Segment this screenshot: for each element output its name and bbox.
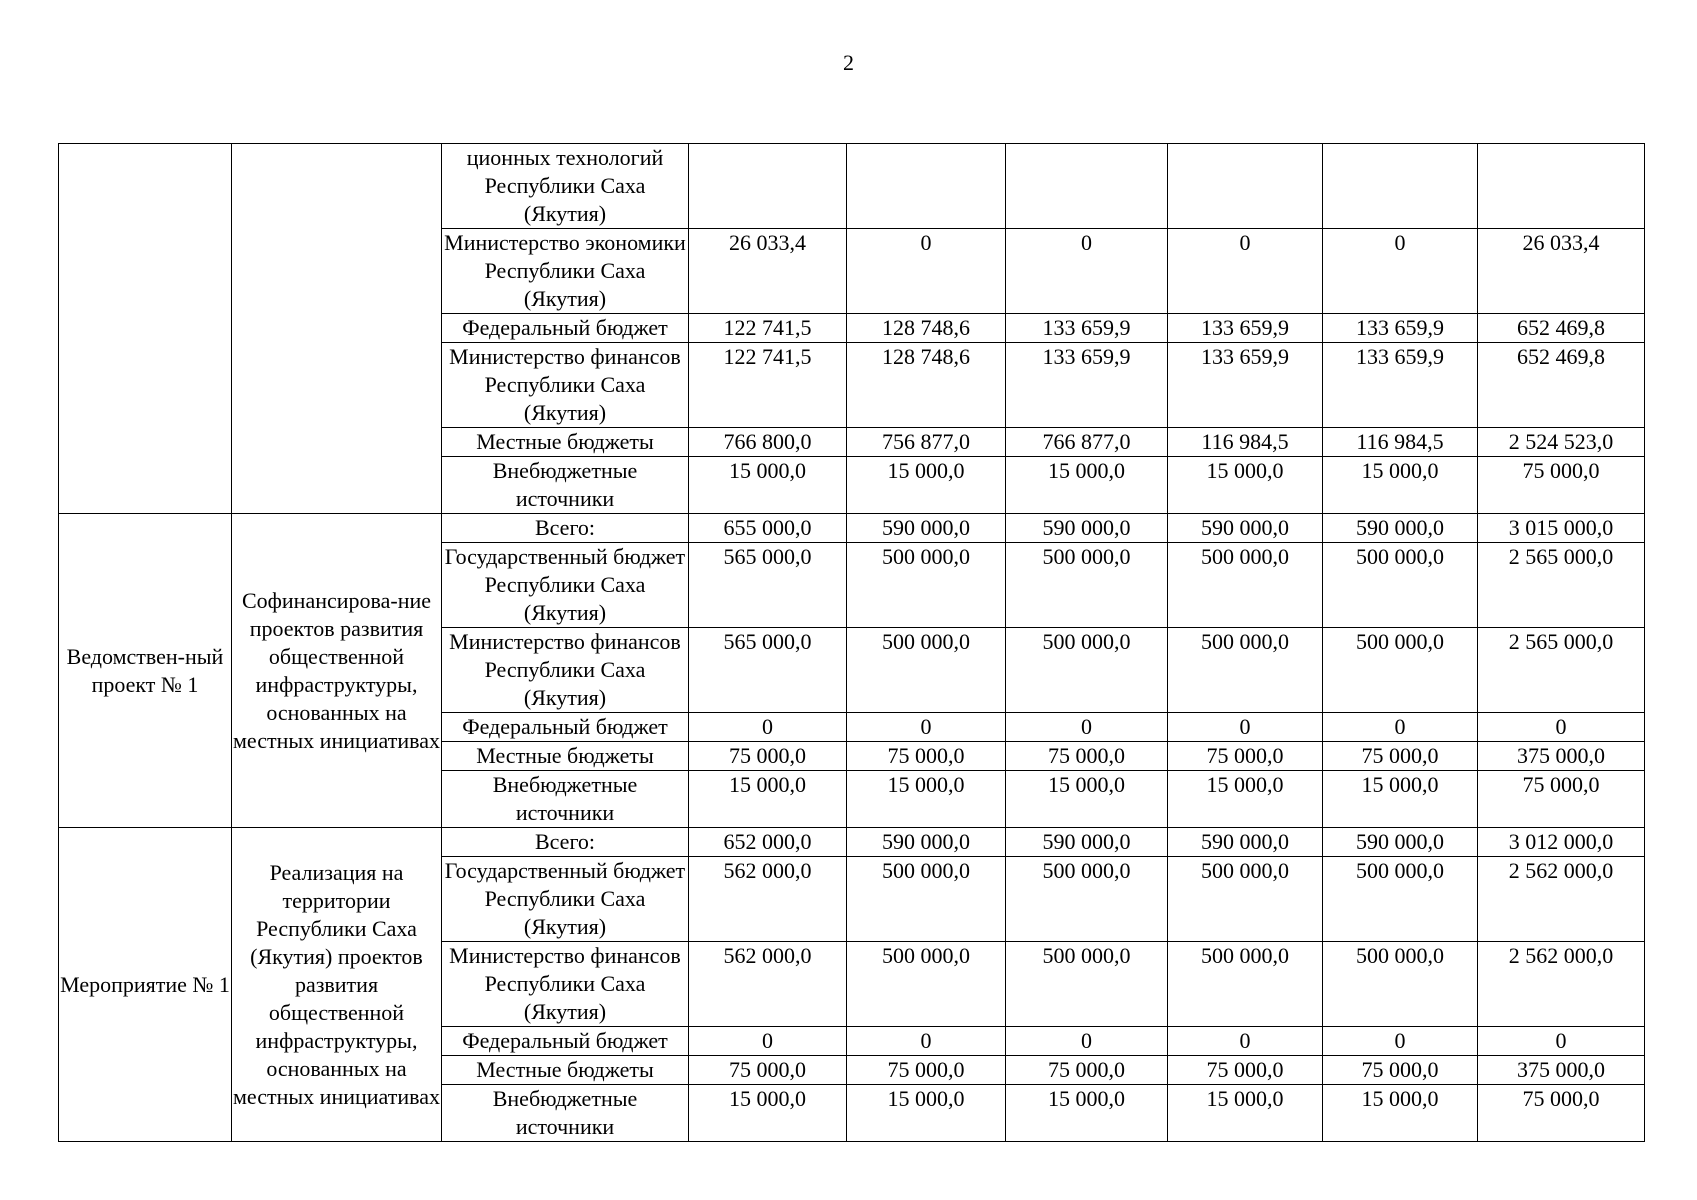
year-value-cell: 133 659,9 [1323, 343, 1478, 428]
year-value-cell: 0 [1323, 229, 1478, 314]
year-value-cell: 500 000,0 [1006, 628, 1168, 713]
year-value-cell: 766 877,0 [1006, 428, 1168, 457]
year-value-cell: 0 [1168, 1027, 1323, 1056]
funding-source-cell: Министерство финансов Республики Саха (Якутия) [442, 343, 689, 428]
year-value-cell: 75 000,0 [689, 742, 847, 771]
year-value-cell: 15 000,0 [847, 457, 1006, 514]
year-value-cell: 590 000,0 [847, 828, 1006, 857]
year-value-cell: 15 000,0 [689, 457, 847, 514]
year-value-cell: 15 000,0 [1323, 771, 1478, 828]
total-value-cell: 75 000,0 [1478, 457, 1645, 514]
year-value-cell: 500 000,0 [1006, 942, 1168, 1027]
table-row [59, 144, 1645, 229]
year-value-cell: 116 984,5 [1168, 428, 1323, 457]
table-row [59, 514, 1645, 543]
item-type-cell: Ведомствен-ный проект № 1 [59, 514, 232, 828]
year-value-cell: 75 000,0 [847, 742, 1006, 771]
year-value-cell: 562 000,0 [689, 942, 847, 1027]
funding-source-cell: Государственный бюджет Республики Саха (Якутия) [442, 857, 689, 942]
item-type-cell [59, 144, 232, 514]
year-value-cell [847, 144, 1006, 229]
funding-source-cell: Внебюджетные источники [442, 771, 689, 828]
year-value-cell: 590 000,0 [1168, 514, 1323, 543]
year-value-cell: 0 [1168, 229, 1323, 314]
table-row [59, 828, 1645, 857]
total-value-cell: 2 562 000,0 [1478, 942, 1645, 1027]
year-value-cell: 26 033,4 [689, 229, 847, 314]
year-value-cell [1006, 144, 1168, 229]
year-value-cell: 0 [1323, 1027, 1478, 1056]
year-value-cell: 500 000,0 [1168, 543, 1323, 628]
year-value-cell: 590 000,0 [1323, 514, 1478, 543]
year-value-cell: 133 659,9 [1168, 343, 1323, 428]
total-value-cell: 375 000,0 [1478, 742, 1645, 771]
total-value-cell: 375 000,0 [1478, 1056, 1645, 1085]
total-value-cell: 652 469,8 [1478, 343, 1645, 428]
year-value-cell: 15 000,0 [1168, 457, 1323, 514]
total-value-cell: 2 565 000,0 [1478, 628, 1645, 713]
year-value-cell: 15 000,0 [1168, 771, 1323, 828]
year-value-cell: 590 000,0 [1168, 828, 1323, 857]
year-value-cell: 116 984,5 [1323, 428, 1478, 457]
total-value-cell: 3 015 000,0 [1478, 514, 1645, 543]
budget-table-body [59, 144, 1645, 1142]
total-value-cell: 3 012 000,0 [1478, 828, 1645, 857]
total-value-cell: 75 000,0 [1478, 771, 1645, 828]
year-value-cell: 75 000,0 [1168, 1056, 1323, 1085]
funding-source-cell: Федеральный бюджет [442, 314, 689, 343]
total-value-cell: 26 033,4 [1478, 229, 1645, 314]
budget-table [58, 143, 1645, 1142]
year-value-cell: 0 [1006, 1027, 1168, 1056]
year-value-cell: 766 800,0 [689, 428, 847, 457]
year-value-cell: 15 000,0 [1006, 1085, 1168, 1142]
year-value-cell: 0 [1006, 229, 1168, 314]
funding-source-cell: Федеральный бюджет [442, 713, 689, 742]
total-value-cell: 652 469,8 [1478, 314, 1645, 343]
funding-source-cell: Местные бюджеты [442, 1056, 689, 1085]
year-value-cell: 75 000,0 [847, 1056, 1006, 1085]
year-value-cell: 15 000,0 [1168, 1085, 1323, 1142]
funding-source-cell: Местные бюджеты [442, 428, 689, 457]
year-value-cell: 565 000,0 [689, 628, 847, 713]
funding-source-cell: Министерство финансов Республики Саха (Якутия) [442, 628, 689, 713]
year-value-cell [1323, 144, 1478, 229]
year-value-cell: 500 000,0 [847, 628, 1006, 713]
year-value-cell: 500 000,0 [1168, 857, 1323, 942]
year-value-cell: 75 000,0 [1006, 1056, 1168, 1085]
total-value-cell: 75 000,0 [1478, 1085, 1645, 1142]
year-value-cell: 500 000,0 [847, 543, 1006, 628]
year-value-cell: 756 877,0 [847, 428, 1006, 457]
year-value-cell: 0 [689, 1027, 847, 1056]
year-value-cell: 75 000,0 [1006, 742, 1168, 771]
item-name-cell: Реализация на территории Республики Саха (Якутия) проектов развития общественной инфраструктуры, основанных на местных инициативах [232, 828, 442, 1142]
year-value-cell: 133 659,9 [1006, 314, 1168, 343]
year-value-cell: 15 000,0 [689, 1085, 847, 1142]
year-value-cell: 500 000,0 [847, 857, 1006, 942]
year-value-cell: 15 000,0 [1323, 457, 1478, 514]
year-value-cell: 655 000,0 [689, 514, 847, 543]
year-value-cell: 15 000,0 [847, 1085, 1006, 1142]
year-value-cell: 652 000,0 [689, 828, 847, 857]
year-value-cell: 75 000,0 [1323, 742, 1478, 771]
year-value-cell: 122 741,5 [689, 314, 847, 343]
total-value-cell: 2 565 000,0 [1478, 543, 1645, 628]
year-value-cell: 0 [847, 713, 1006, 742]
year-value-cell: 15 000,0 [1323, 1085, 1478, 1142]
total-value-cell: 2 562 000,0 [1478, 857, 1645, 942]
page-number: 2 [843, 50, 854, 75]
year-value-cell: 500 000,0 [1006, 543, 1168, 628]
year-value-cell: 0 [1168, 713, 1323, 742]
funding-source-cell: Всего: [442, 828, 689, 857]
year-value-cell: 500 000,0 [1323, 857, 1478, 942]
funding-source-cell: Внебюджетные источники [442, 457, 689, 514]
year-value-cell [689, 144, 847, 229]
year-value-cell: 590 000,0 [1006, 514, 1168, 543]
funding-source-cell: Министерство экономики Республики Саха (Якутия) [442, 229, 689, 314]
total-value-cell: 0 [1478, 1027, 1645, 1056]
year-value-cell [1168, 144, 1323, 229]
year-value-cell: 133 659,9 [1323, 314, 1478, 343]
year-value-cell: 500 000,0 [1168, 628, 1323, 713]
year-value-cell: 15 000,0 [847, 771, 1006, 828]
year-value-cell: 128 748,6 [847, 343, 1006, 428]
year-value-cell: 590 000,0 [847, 514, 1006, 543]
funding-source-cell: Местные бюджеты [442, 742, 689, 771]
year-value-cell: 562 000,0 [689, 857, 847, 942]
year-value-cell: 0 [689, 713, 847, 742]
year-value-cell: 128 748,6 [847, 314, 1006, 343]
year-value-cell: 590 000,0 [1323, 828, 1478, 857]
funding-source-cell: Федеральный бюджет [442, 1027, 689, 1056]
year-value-cell: 0 [1323, 713, 1478, 742]
funding-source-cell: Министерство финансов Республики Саха (Якутия) [442, 942, 689, 1027]
year-value-cell: 500 000,0 [1323, 628, 1478, 713]
year-value-cell: 500 000,0 [1168, 942, 1323, 1027]
total-value-cell [1478, 144, 1645, 229]
year-value-cell: 500 000,0 [847, 942, 1006, 1027]
funding-source-cell: Всего: [442, 514, 689, 543]
year-value-cell: 0 [847, 229, 1006, 314]
year-value-cell: 15 000,0 [1006, 457, 1168, 514]
year-value-cell: 590 000,0 [1006, 828, 1168, 857]
funding-source-cell: ционных технологий Республики Саха (Якутия) [442, 144, 689, 229]
year-value-cell: 15 000,0 [1006, 771, 1168, 828]
year-value-cell: 15 000,0 [689, 771, 847, 828]
total-value-cell: 0 [1478, 713, 1645, 742]
year-value-cell: 500 000,0 [1323, 942, 1478, 1027]
total-value-cell: 2 524 523,0 [1478, 428, 1645, 457]
funding-source-cell: Внебюджетные источники [442, 1085, 689, 1142]
funding-source-cell: Государственный бюджет Республики Саха (Якутия) [442, 543, 689, 628]
year-value-cell: 122 741,5 [689, 343, 847, 428]
year-value-cell: 133 659,9 [1168, 314, 1323, 343]
year-value-cell: 565 000,0 [689, 543, 847, 628]
year-value-cell: 75 000,0 [1323, 1056, 1478, 1085]
year-value-cell: 75 000,0 [689, 1056, 847, 1085]
item-name-cell [232, 144, 442, 514]
item-name-cell: Софинансирова-ние проектов развития общественной инфраструктуры, основанных на местных инициативах [232, 514, 442, 828]
year-value-cell: 0 [1006, 713, 1168, 742]
year-value-cell: 0 [847, 1027, 1006, 1056]
item-type-cell: Мероприятие № 1 [59, 828, 232, 1142]
year-value-cell: 75 000,0 [1168, 742, 1323, 771]
year-value-cell: 500 000,0 [1006, 857, 1168, 942]
year-value-cell: 500 000,0 [1323, 543, 1478, 628]
year-value-cell: 133 659,9 [1006, 343, 1168, 428]
